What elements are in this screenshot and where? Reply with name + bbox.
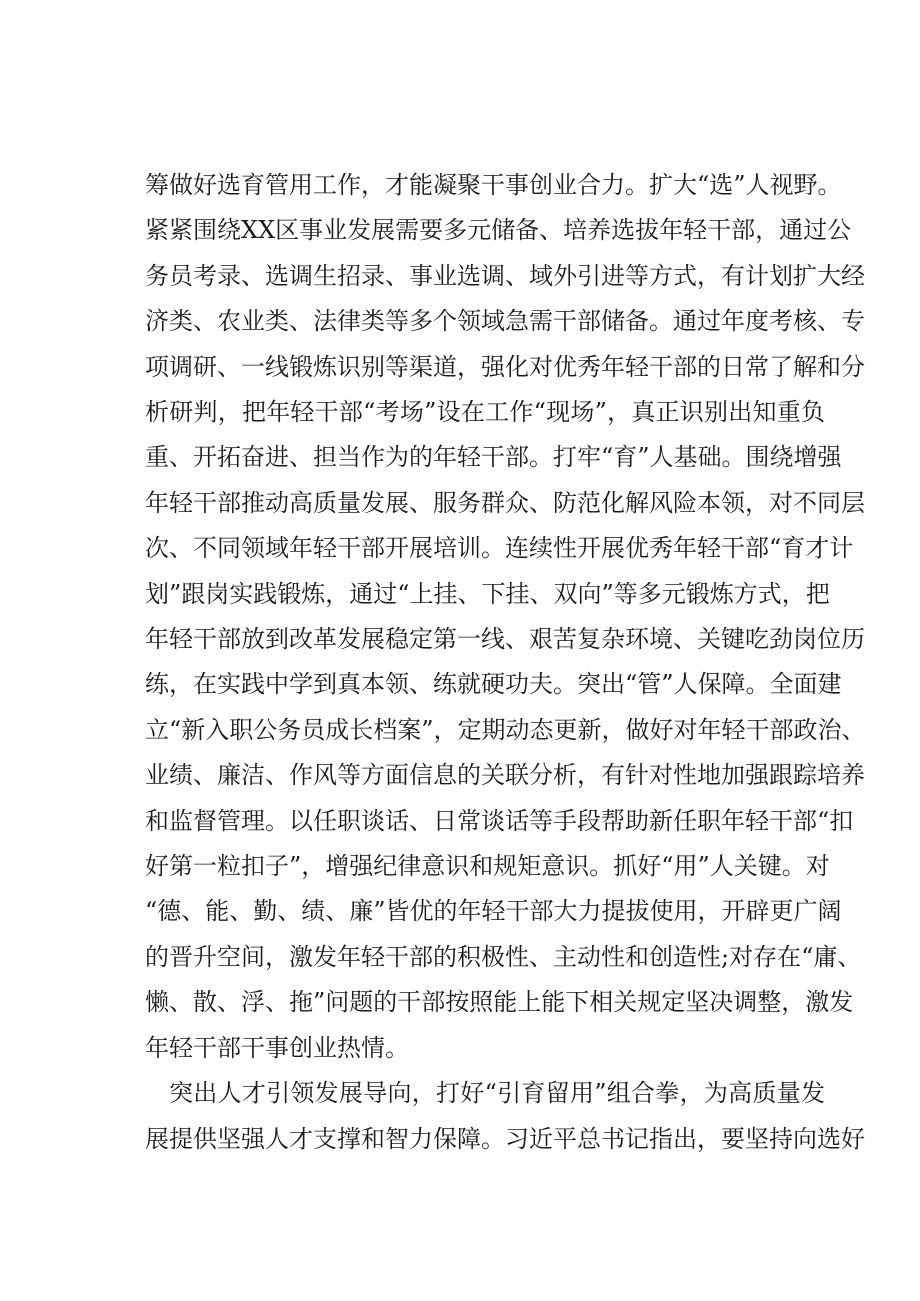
text-line: 筹做好选育管用工作，才能凝聚干事创业合力。扩大“选”人视野。	[145, 171, 842, 199]
text-line: 济类、农业类、法律类等多个领域急需干部储备。通过年度考核、专	[145, 307, 865, 335]
text-line: 划”跟岗实践锻炼，通过“上挂、下挂、双向”等多元锻炼方式，把	[145, 580, 830, 608]
text-line: “德、能、勤、绩、廉”皆优的年轻干部大力提拔使用，开辟更广阔	[145, 897, 842, 925]
text-line: 项调研、一线锻炼识别等渠道，强化对优秀年轻干部的日常了解和分	[145, 353, 865, 381]
text-line: 析研判，把年轻干部“考场”设在工作“现场”，真正识别出知重负	[145, 398, 825, 426]
text-line: 紧紧围绕XX区事业发展需要多元储备、培养选拔年轻干部，通过公	[145, 216, 852, 244]
text-line: 年轻干部放到改革发展稳定第一线、艰苦复杂环境、关键吃劲岗位历	[145, 625, 865, 653]
text-line: 展提供坚强人才支撑和智力保障。习近平总书记指出，要坚持向选好	[145, 1125, 865, 1153]
text-line: 年轻干部干事创业热情。	[145, 1034, 409, 1062]
text-line: 练，在实践中学到真本领、练就硬功夫。突出“管”人保障。全面建	[145, 670, 842, 698]
text-line: 业绩、廉洁、作风等方面信息的关联分析，有针对性地加强跟踪培养	[145, 761, 865, 789]
text-line: 和监督管理。以任职谈话、日常谈话等手段帮助新任职年轻干部“扣	[145, 807, 854, 835]
paragraph-first-line: 突出人才引领发展导向，打好“引育留用”组合拳，为高质量发	[169, 1079, 825, 1107]
text-line: 好第一粒扣子”，增强纪律意识和规矩意识。抓好“用”人关键。对	[145, 852, 830, 880]
text-line: 次、不同领域年轻干部开展培训。连续性开展优秀年轻干部“育才计	[145, 534, 854, 562]
text-line: 重、开拓奋进、担当作为的年轻干部。打牢“育”人基础。围绕增强	[145, 443, 842, 471]
text-line: 务员考录、选调生招录、事业选调、域外引进等方式，有计划扩大经	[145, 262, 865, 290]
text-line: 懒、散、浮、拖”问题的干部按照能上能下相关规定坚决调整，激发	[145, 988, 854, 1016]
text-line: 的晋升空间，激发年轻干部的积极性、主动性和创造性;对存在“庸、	[145, 943, 862, 971]
text-line: 年轻干部推动高质量发展、服务群众、防范化解风险本领，对不同层	[145, 489, 865, 517]
text-line: 立“新入职公务员成长档案”，定期动态更新，做好对年轻干部政治、	[145, 716, 866, 744]
